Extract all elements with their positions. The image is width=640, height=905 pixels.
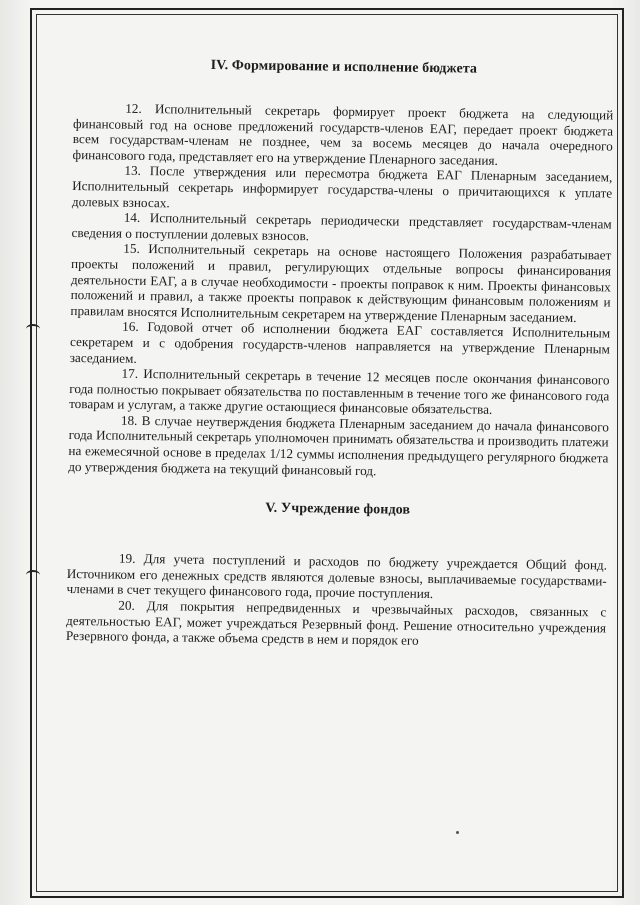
scan-speck [456,831,459,834]
paragraph-17: 17. Исполнительный секретарь в течение 12 месяцев после окончания финансового года полностью покрывает обязательства по поставленным в течение того же финансового года товарам и услугам, а также другие остающиеся финансовые обязательства. [69,365,610,418]
section-heading-v: V. Учреждение фондов [265,500,411,518]
paragraph-18: 18. В случае неутверждения бюджета Пленарным заседанием до начала финансового года Исполнительный секретарь уполномочен принимать обязательства и производить платежи на ежемесячной основе в пределах 1/12 суммы исполнения предыдущего регулярного бюджета до утверждения бюджета на текущий финансовый год. [68,412,609,478]
binding-mark-top [26,324,40,334]
paragraph-20: 20. Для покрытия непредвиденных и чрезвычайных расходов, связанных с деятельностью ЕАГ, может учреждаться Резервный фонд. Решение относительно учреждения Резервного фонда, а также объема средств в нем и порядок его [65,597,607,649]
section-heading-iv: IV. Формирование и исполнение бюджета [210,57,478,77]
paragraph-19: 19. Для учета поступлений и расходов по бюджету учреждается Общий фонд. Источником его денежных средств являются долевые взносы, выплачиваемые государствами-членами в счет текущего финансового года, прочие поступления. [66,550,608,602]
paragraph-13: 13. После утверждения или пересмотра бюджета ЕАГ Пленарным заседанием, Исполнительный секретарь информирует государства-члены о причитающихся к уплате долевых взносах. [71,163,613,210]
paragraph-14: 14. Исполнительный секретарь периодически представляет государствам-членам сведения о поступлении долевых взносов. [71,209,612,244]
binding-mark-bottom [26,570,40,580]
paragraph-15: 15. Исполнительный секретарь на основе настоящего Положения разрабатывает проекты положений и правил, регулирующих отдельные вопросы финансирования деятельности ЕАГ, а в случае необходимости - проекты поправок к ним. Проекты финансовых положений и правил, а также проекты поправок к действующим финансовым положениям и правилам вносятся Исполнительным секретарем на утверждение Пленарным заседанием. [70,241,612,325]
paragraph-16: 16. Годовой отчет об исполнении бюджета ЕАГ составляется Исполнительным секретарем и с одобрения государств-членов направляется на утверждение Пленарным заседанием. [69,319,611,366]
paragraph-12: 12. Исполнительный секретарь формирует проект бюджета на следующий финансовый год на основе предложений государств-членов ЕАГ, передает проект бюджета всем государствам-членам не позднее, чем за восемь месяцев до начала очередного финансового года, представляет его на утверждение Пленарного заседания. [72,100,614,168]
document-body [66,56,614,651]
